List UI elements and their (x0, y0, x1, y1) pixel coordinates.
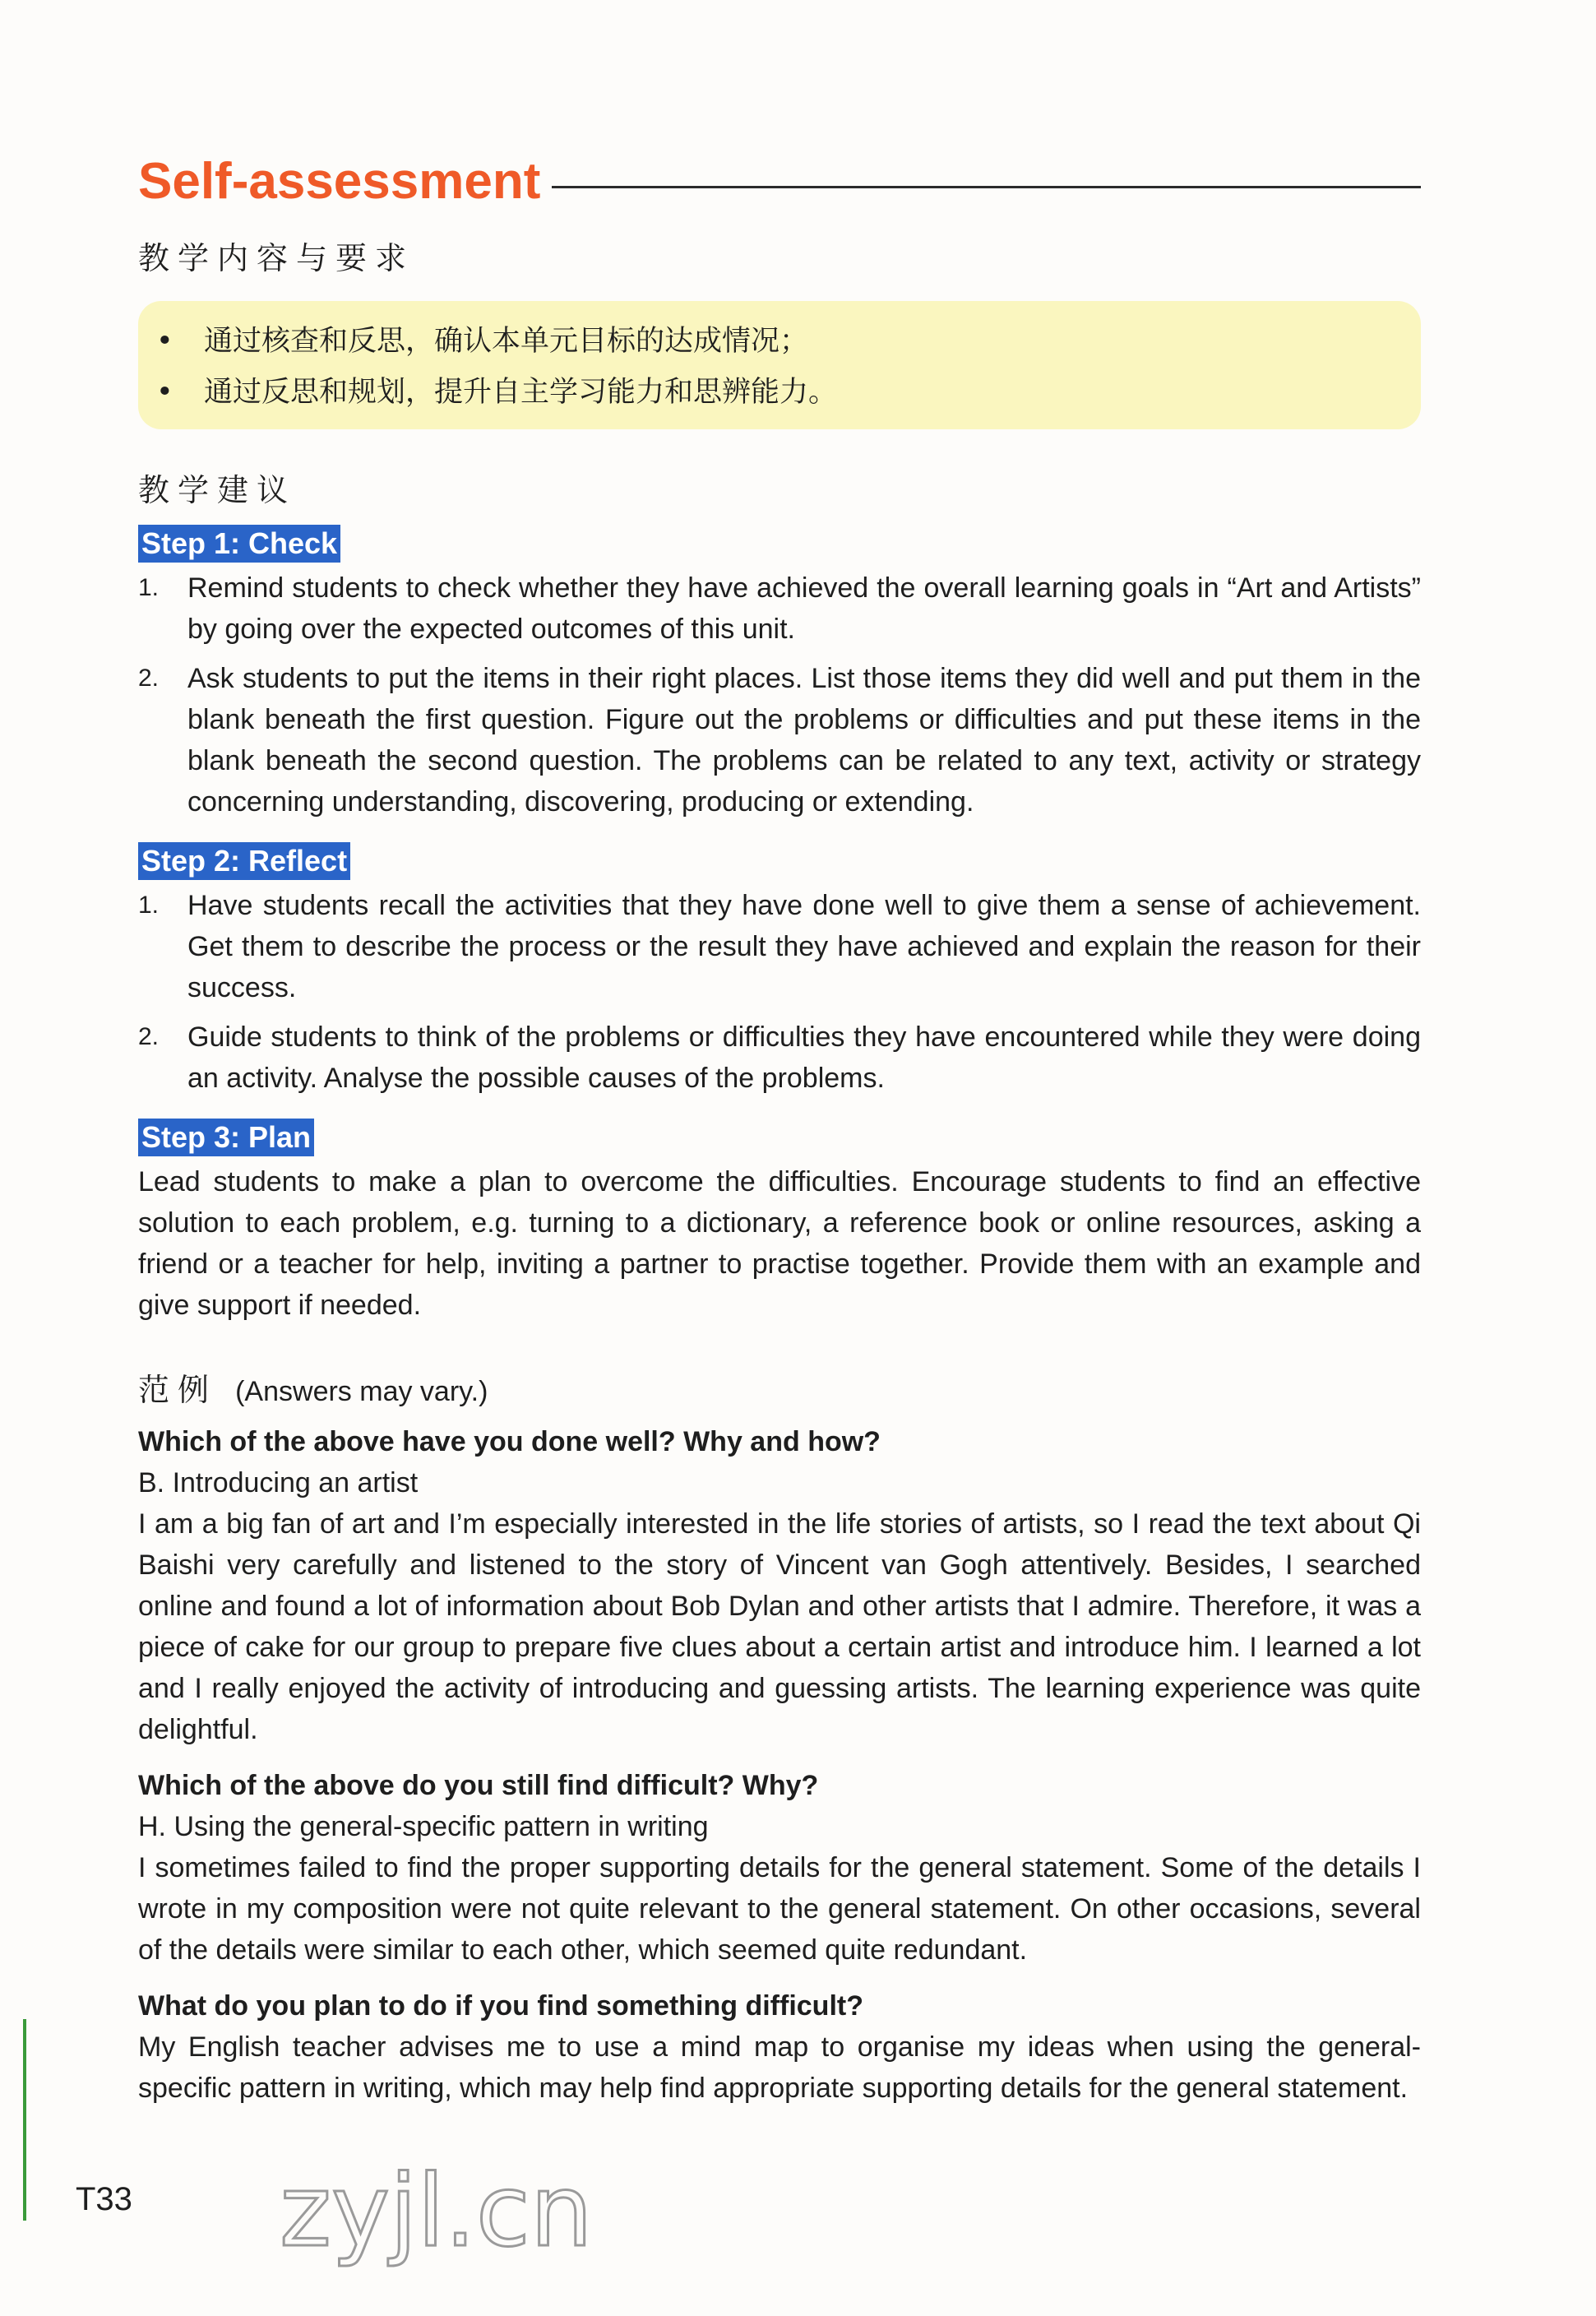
item-number: 2. (138, 1023, 160, 1050)
goal-item: • 通过核查和反思，确认本单元目标的达成情况； (204, 316, 1421, 367)
item-text: Have students recall the activities that they have done well to give them a sense of achievement. Get them to describe the process or the result they have achieved and explain the reason for their success. (187, 890, 1421, 1003)
answer-2-title: H. Using the general-specific pattern in writing (138, 1811, 709, 1842)
step2-label: Step 2: Reflect (138, 842, 350, 880)
list-item (138, 1017, 1421, 1099)
margin-bar (23, 2019, 26, 2221)
example-title: 范例 (138, 1372, 218, 1408)
step1-list (138, 567, 1421, 822)
goal-item: • 通过反思和规划，提升自主学习能力和思辨能力。 (204, 367, 1421, 418)
watermark-logo (271, 2138, 666, 2278)
item-number: 1. (138, 892, 160, 919)
question-1: Which of the above have you done well? Why and how? (138, 1426, 881, 1457)
content (138, 140, 1421, 2109)
page-title: Self-assessment (138, 152, 541, 210)
item-number: 2. (138, 665, 160, 692)
list-item (138, 658, 1421, 822)
item-text: Ask students to put the items in their right places. List those items they did well and put them in the blank beneath the first question. Figure out the problems or difficulties and put these items in the blank beneath the second question. The problems can be related to any text, activity or strategy concerning understanding, discovering, producing or extending. (187, 663, 1421, 818)
step2-list (138, 885, 1421, 1099)
item-number: 1. (138, 574, 160, 601)
list-item (138, 885, 1421, 1008)
teaching-advice-heading: 教学建议 (138, 472, 297, 508)
teaching-content-heading: 教学内容与要求 (138, 240, 415, 276)
answer-1-title: B. Introducing an artist (138, 1467, 419, 1498)
title-rule (552, 186, 1421, 188)
question-3: What do you plan to do if you find something difficult? (138, 1990, 863, 2022)
goals-box (138, 301, 1421, 429)
goals-list (138, 316, 1421, 418)
page-number: T33 (76, 2181, 132, 2217)
example-note: (Answers may vary.) (235, 1376, 488, 1407)
question-2: Which of the above do you still find difficult? Why? (138, 1770, 819, 1801)
step3-text: Lead students to make a plan to overcome the difficulties. Encourage students to find an effective solution to each problem, e.g. turning to a dictionary, a reference book or online resources, asking a friend or a teacher for help, inviting a partner to practise together. Provide them with an example and give support if needed. (138, 1166, 1421, 1321)
item-text: Remind students to check whether they have achieved the overall learning goals in “Art and Artists” by going over the expected outcomes of this unit. (187, 572, 1421, 645)
watermark-text: zyjl.cn (280, 2155, 593, 2269)
example-heading (138, 1367, 1421, 1413)
answer-2-body: I sometimes failed to find the proper supporting details for the general statement. Some of the details I wrote in my composition were not quite relevant to the general statement. On other occasions, several of the details were similar to each other, which seemed quite redundant. (138, 1852, 1421, 1966)
item-text: Guide students to think of the problems or difficulties they have encountered while they were doing an activity. Analyse the possible causes of the problems. (187, 1021, 1421, 1094)
step3-label: Step 3: Plan (138, 1119, 314, 1156)
answer-3-body: My English teacher advises me to use a mind map to organise my ideas when using the general-specific pattern in writing, which may help find appropriate supporting details for the general statement. (138, 2031, 1421, 2104)
list-item (138, 567, 1421, 650)
answer-1-body: I am a big fan of art and I’m especially interested in the life stories of artists, so I read the text about Qi Baishi very carefully and listened to the story of Vincent van Gogh attentively. Besides, I searched online and found a lot of information about Bob Dylan and other artists that I admire. Therefore, it was a piece of cake for our group to prepare five clues about a certain artist and introduce him. I learned a lot and I really enjoyed the activity of introducing and guessing artists. The learning experience was quite delightful. (138, 1508, 1421, 1745)
title-row (138, 140, 1421, 222)
step1-label: Step 1: Check (138, 525, 340, 563)
